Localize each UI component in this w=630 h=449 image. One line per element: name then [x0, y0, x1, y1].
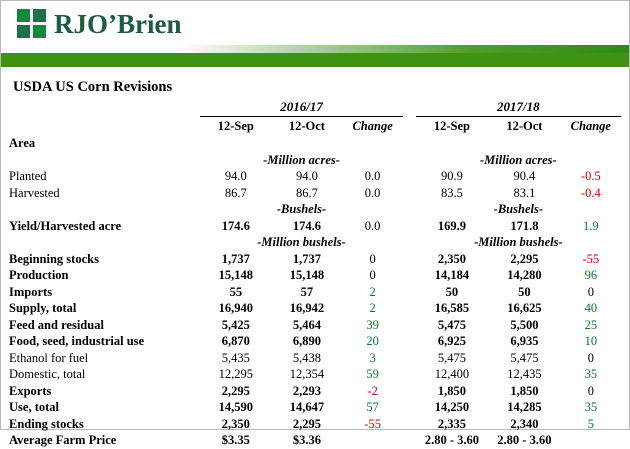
cell-2017-sep: 5,475 [437, 317, 466, 332]
table-row [9, 432, 621, 449]
cell-2017-oct: 5,475 [510, 350, 539, 365]
spacer-cell [403, 201, 416, 218]
cell-2016-sep: 12,295 [218, 367, 254, 381]
page-title: USDA US Corn Revisions [13, 79, 173, 95]
spacer-cell [403, 218, 416, 235]
table-row [9, 251, 621, 268]
spacer-cell [9, 98, 200, 117]
cell-2017-sep: 12,400 [434, 367, 470, 381]
cell-2017-oct: 2.80 - 3.60 [497, 433, 552, 447]
table-row [9, 350, 621, 367]
row-label: Planted [9, 169, 47, 183]
col-2016-sep: 12-Sep [217, 119, 254, 133]
cell-2017-sep: 2,350 [437, 251, 466, 266]
row-label: Feed and residual [9, 317, 104, 332]
spacer-cell [403, 383, 416, 400]
logo-text-brien: Brien [117, 8, 182, 39]
spacer-cell [403, 267, 416, 284]
cell-2017-sep [416, 135, 488, 152]
table-row [9, 383, 621, 400]
cell-2017-sep: 169.9 [437, 218, 466, 233]
cell-2017-change: 5 [587, 416, 594, 431]
corn-revisions-table [9, 98, 621, 449]
table-row [9, 135, 621, 152]
cell-2016-sep: 14,590 [218, 400, 254, 414]
company-logo [17, 7, 182, 41]
row-label: Imports [9, 284, 53, 299]
cell-2016-sep: 174.6 [221, 218, 250, 233]
cell-2016-change: 0 [369, 251, 376, 266]
table-row [9, 366, 621, 383]
band-shadow [1, 67, 629, 70]
spacer-cell [9, 117, 200, 136]
cell-2017-oct: 50 [518, 284, 531, 299]
col-2017-sep: 12-Sep [433, 119, 470, 133]
row-label: Average Farm Price [9, 433, 117, 447]
cell-2016-change: 0.0 [364, 185, 381, 200]
cell-2016-change: 2 [369, 284, 376, 299]
group-header-2017-18: 2017/18 [416, 98, 621, 117]
cell-2016-sep: 55 [229, 284, 243, 299]
cell-2016-change: 0 [369, 268, 376, 282]
cell-2017-oct: 6,935 [510, 334, 539, 348]
cell-2017-change [561, 135, 621, 152]
cell-2017-oct: 16,625 [507, 301, 542, 315]
cell-2017-oct: 2,295 [510, 251, 539, 266]
cell-2017-change [561, 432, 621, 449]
cell-2017-change: 25 [584, 317, 598, 332]
table-subheader-row [9, 117, 621, 136]
cell-2016-oct: 1,737 [292, 251, 321, 266]
row-label: Use, total [9, 400, 59, 414]
cell-2016-oct: 14,647 [289, 400, 325, 414]
rjo-brien-squares-logo-icon [17, 9, 47, 39]
cell-2017-change: 0 [587, 350, 594, 365]
cell-2017-sep: 1,850 [437, 383, 466, 398]
row-label: Ethanol for fuel [9, 350, 89, 365]
spacer-cell [403, 284, 416, 301]
cell-2016-sep: 1,737 [221, 251, 250, 266]
col-2017-oct: 12-Oct [506, 119, 543, 133]
cell-2016-oct: 15,148 [289, 268, 325, 282]
cell-2017-oct: 5,500 [510, 317, 539, 332]
spacer-cell [9, 152, 200, 169]
cell-2017-sep: 14,184 [434, 268, 470, 282]
cell-2016-oct: 2,293 [292, 383, 321, 398]
spacer-cell [9, 201, 200, 218]
cell-2017-oct: 90.4 [513, 169, 536, 183]
logo-text-rjo: RJO [54, 8, 108, 39]
cell-2017-change: -0.5 [580, 169, 601, 183]
units-million-bushels [9, 234, 621, 251]
units-million-acres-left: -Million acres- [263, 152, 340, 167]
spacer-cell [403, 117, 416, 136]
units-million-acres-right: -Million acres- [479, 152, 557, 167]
cell-2017-sep: 83.5 [440, 185, 463, 200]
cell-2017-change: 0 [587, 383, 594, 398]
cell-2016-sep: 5,425 [221, 317, 250, 332]
cell-2016-change: -2 [367, 383, 378, 398]
table-row [9, 267, 621, 284]
spacer-cell [403, 300, 416, 317]
cell-2016-oct: 94.0 [295, 169, 318, 183]
gradient-band [1, 45, 629, 53]
spacer-cell [403, 432, 416, 449]
cell-2016-sep: 16,940 [218, 301, 254, 315]
group-header-2016-17: 2016/17 [200, 98, 402, 117]
cell-2016-sep: 2,350 [221, 416, 250, 431]
cell-2017-oct: 12,435 [507, 367, 542, 381]
table-row [9, 399, 621, 416]
cell-2017-oct: 14,280 [507, 268, 542, 282]
spacer-cell [403, 234, 416, 251]
cell-2016-oct: 5,464 [292, 317, 321, 332]
cell-2017-oct [488, 135, 560, 152]
row-label: Exports [9, 383, 52, 398]
cell-2016-oct: 174.6 [292, 218, 321, 233]
row-label: Yield/Harvested acre [9, 218, 122, 233]
cell-2016-oct: 5,438 [292, 350, 321, 365]
spacer-cell [403, 185, 416, 202]
cell-2016-sep: 94.0 [224, 169, 247, 183]
cell-2016-sep: 15,148 [218, 268, 254, 282]
spacer-cell [9, 234, 200, 251]
spacer-cell [403, 350, 416, 367]
cell-2017-change: 35 [584, 367, 598, 381]
cell-2017-sep: 16,585 [434, 301, 470, 315]
spacer-cell [403, 366, 416, 383]
cell-2016-change: 57 [366, 400, 379, 414]
logo-text-apostrophe: ’ [108, 8, 117, 39]
spacer-cell [403, 98, 416, 117]
brand-header [1, 1, 629, 73]
units-million-bushels-left: -Million bushels- [257, 235, 346, 249]
cell-2016-sep: 5,435 [221, 350, 250, 365]
cell-2017-sep: 14,250 [434, 400, 470, 414]
cell-2016-change [342, 135, 402, 152]
col-2016-change: Change [352, 119, 393, 133]
logo-text [54, 9, 182, 40]
spacer-cell [403, 333, 416, 350]
table-row [9, 300, 621, 317]
table-row [9, 333, 621, 350]
table-group-header-row [9, 98, 621, 117]
spacer-cell [403, 317, 416, 334]
cell-2017-sep: 50 [445, 284, 459, 299]
cell-2016-oct: 57 [300, 284, 314, 299]
cell-2016-change [342, 432, 402, 449]
row-label: Food, seed, industrial use [9, 334, 145, 348]
cell-2016-sep: $3.35 [221, 433, 250, 447]
cell-2017-sep: 5,475 [437, 350, 466, 365]
cell-2016-sep [200, 135, 271, 152]
cell-2017-sep: 2,335 [437, 416, 466, 431]
cell-2017-sep: 90.9 [440, 169, 463, 183]
cell-2017-change: -0.4 [580, 185, 601, 200]
table-body [9, 135, 621, 449]
cell-2017-oct: 171.8 [510, 218, 539, 233]
units-bushels-right: -Bushels- [493, 202, 543, 216]
table-row [9, 168, 621, 185]
row-label: Domestic, total [9, 367, 86, 381]
cell-2016-sep: 86.7 [224, 185, 247, 200]
cell-2017-oct: 14,285 [507, 400, 542, 414]
row-label: Supply, total [9, 301, 77, 315]
cell-2017-change: 96 [584, 268, 598, 282]
cell-2017-change: -55 [582, 251, 600, 266]
table-row [9, 185, 621, 202]
cell-2016-oct: 16,942 [289, 301, 325, 315]
spacer-cell [403, 399, 416, 416]
cell-2016-oct: 2,295 [292, 416, 321, 431]
cell-2016-oct: 12,354 [289, 367, 325, 381]
units-million-bushels-right: -Million bushels- [474, 235, 563, 249]
cell-2016-sep: 6,870 [221, 334, 250, 348]
cell-2017-sep: 6,925 [437, 334, 466, 348]
row-label: Area [9, 136, 36, 150]
row-label: Beginning stocks [9, 251, 99, 266]
col-2017-change: Change [570, 119, 611, 133]
row-label: Ending stocks [9, 416, 84, 431]
green-band [1, 53, 629, 67]
cell-2016-change: -55 [364, 416, 381, 431]
cell-2017-change: 40 [584, 301, 598, 315]
cell-2016-change: 59 [366, 367, 379, 381]
table-row [9, 218, 621, 235]
cell-2016-change: 2 [369, 301, 376, 315]
cell-2016-oct [271, 135, 342, 152]
cell-2016-oct: $3.36 [292, 433, 321, 447]
spacer-cell [403, 251, 416, 268]
cell-2017-oct: 83.1 [513, 185, 536, 200]
cell-2017-change: 0 [587, 284, 594, 299]
cell-2017-change: 10 [584, 334, 598, 348]
cell-2017-change: 35 [584, 400, 598, 414]
table-row [9, 317, 621, 334]
spacer-cell [403, 168, 416, 185]
cell-2017-change: 1.9 [583, 218, 599, 233]
units-bushels [9, 201, 621, 218]
spacer-cell [403, 135, 416, 152]
cell-2016-oct: 6,890 [292, 334, 321, 348]
cell-2016-change: 0.0 [364, 218, 381, 233]
units-bushels-left: -Bushels- [276, 202, 327, 216]
spacer-cell [403, 152, 416, 169]
cell-2016-sep: 2,295 [221, 383, 250, 398]
units-million-acres [9, 152, 621, 169]
row-label: Production [9, 268, 69, 282]
cell-2016-oct: 86.7 [295, 185, 318, 200]
cell-2017-sep: 2.80 - 3.60 [424, 433, 479, 447]
cell-2016-change: 20 [366, 334, 379, 348]
cell-2016-change: 0.0 [364, 169, 381, 183]
cell-2017-oct: 2,340 [510, 416, 539, 431]
table-row [9, 284, 621, 301]
row-label: Harvested [9, 185, 60, 200]
cell-2016-change: 3 [369, 350, 376, 365]
cell-2016-change: 39 [366, 317, 379, 332]
cell-2017-oct: 1,850 [510, 383, 539, 398]
col-2016-oct: 12-Oct [288, 119, 325, 133]
